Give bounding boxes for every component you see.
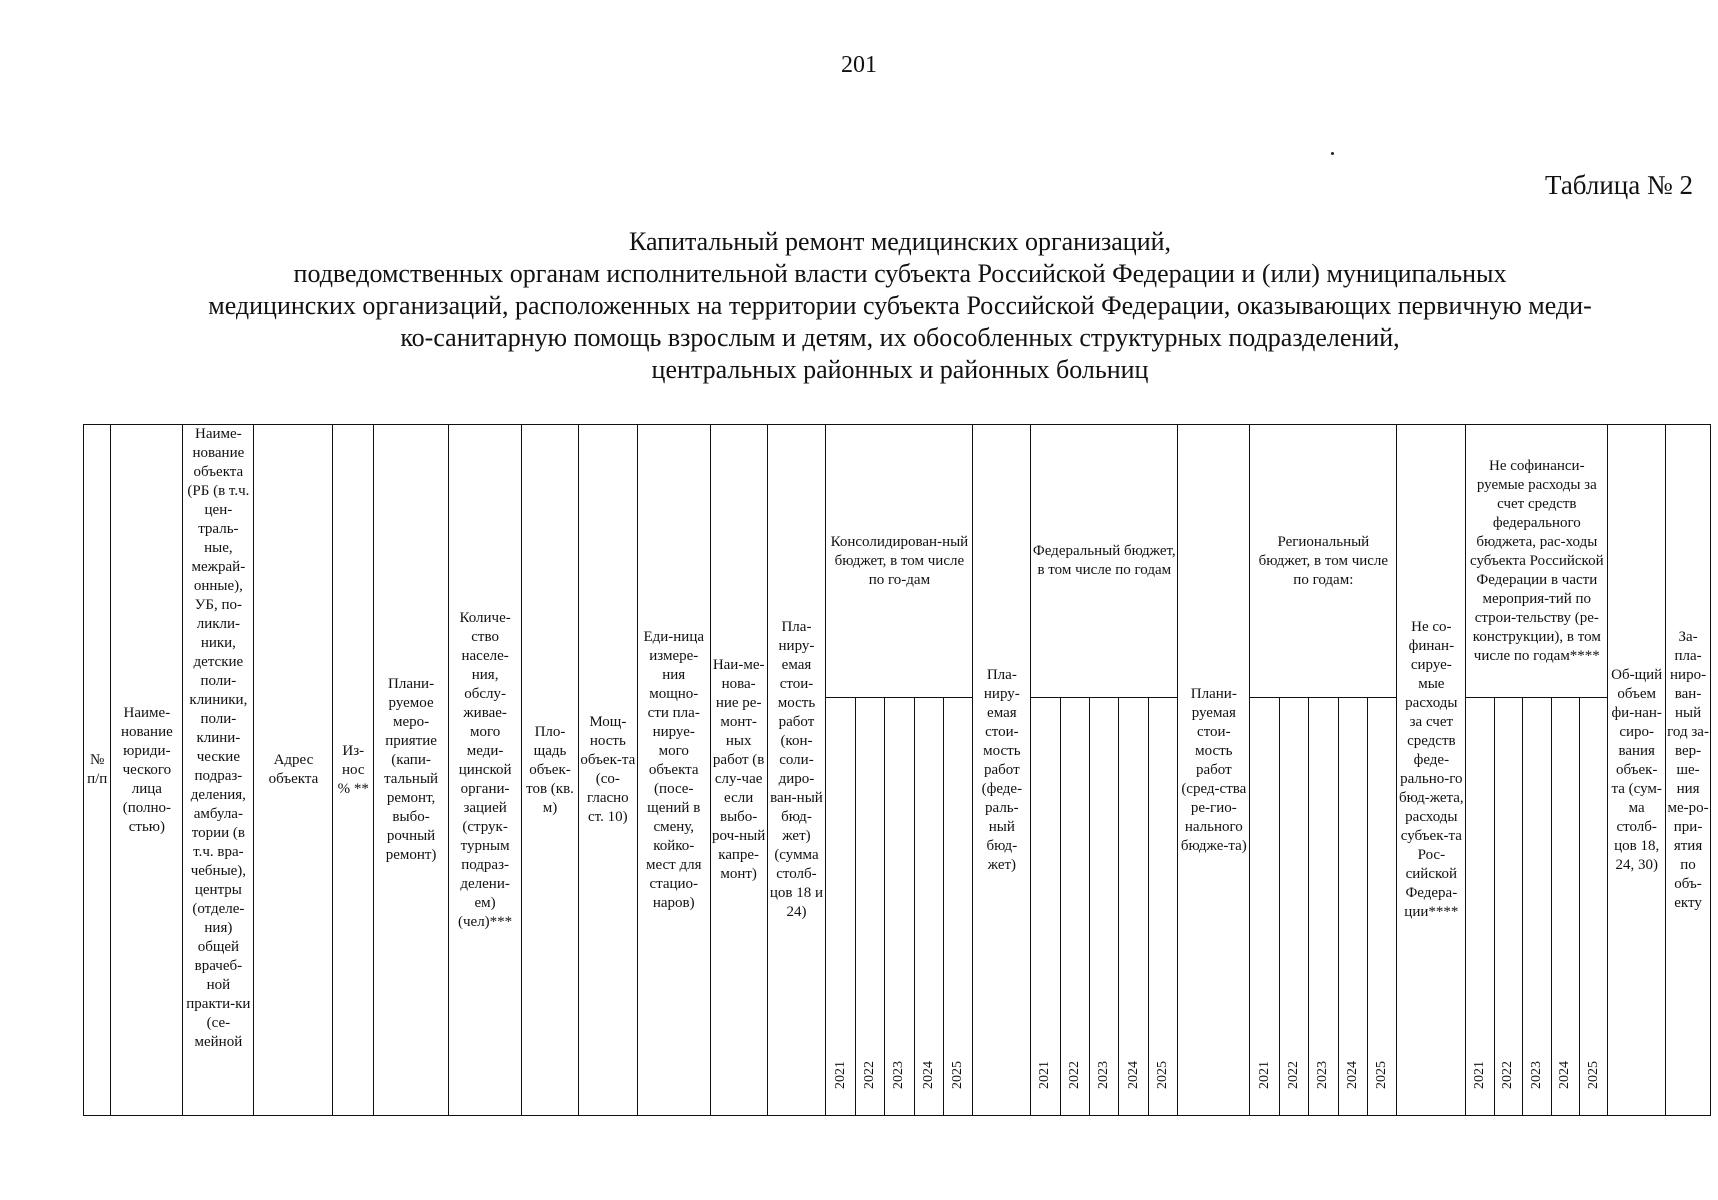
col-header-total-financing: Об-щий объем фи-нан-сиро-вания объек-та (сум-ма столб-цов 18, 24, 30) [1608,425,1666,1116]
title-line: центральных районных и районных больниц [651,355,1149,384]
col-header-planned-cost-consolidated: Пла-ниру-емая стои-мость работ (кон-соли-диро-ван-ный бюд-жет) (сумма столб-цов 18 и 24) [767,425,826,1116]
col-header-num: № п/п [84,425,111,1116]
col-header-area: Пло-щадь объек-тов (кв. м) [522,425,579,1116]
title-line: подведомственных органам исполнительной власти субъекта Российской Федерации и (или) муниципальных [293,259,1507,288]
col-header-wear: Из-нос % ** [333,425,374,1116]
year-header-consolidated: 2023 [885,698,914,1116]
year-header-consolidated: 2025 [944,698,973,1116]
title-line: ко-санитарную помощь взрослым и детям, их обособленных структурных подразделений, [400,323,1400,352]
year-header-not-cofinanced: 2023 [1523,698,1551,1116]
year-header-not-cofinanced: 2024 [1551,698,1579,1116]
year-header-not-cofinanced: 2022 [1494,698,1522,1116]
year-header-consolidated: 2022 [855,698,884,1116]
col-header-planned-event: Плани-руемое меро-приятие (капи-тальный ремонт, выбо-рочный ремонт) [374,425,449,1116]
year-header-not-cofinanced: 2021 [1466,698,1494,1116]
col-header-population: Количе-ство населе-ния, обслу-живае-мого меди-цинской органи-зацией (струк-турным подраз-делени-ем) (чел)*** [449,425,522,1116]
page-number: 201 [841,52,877,78]
year-header-consolidated: 2021 [826,698,855,1116]
year-header-federal: 2022 [1060,698,1089,1116]
col-header-works-name: Наи-ме-нова-ние ре-монт-ных работ (в слу-чае если выбо-роч-ный капре-монт) [710,425,767,1116]
year-header-regional: 2022 [1279,698,1308,1116]
title-line: медицинских организаций, расположенных на территории субъекта Российской Федерации, оказывающих первичную меди- [208,291,1592,320]
scan-dot [1331,152,1334,155]
col-header-regional-by-years: Региональный бюджет, в том числе по годам: [1250,425,1397,698]
year-header-regional: 2024 [1338,698,1367,1116]
col-header-not-cofinanced: Не со-финан-сируе-мые расходы за счет средств феде-рально-го бюд-жета, расходы субъек-та Рос-сийской Федера-ции**** [1397,425,1466,1116]
year-header-consolidated: 2024 [914,698,943,1116]
col-header-planned-cost-regional: Плани-руемая стои-мость работ (сред-ства ре-гио-нального бюдже-та) [1178,425,1250,1116]
year-header-federal: 2025 [1148,698,1177,1116]
col-header-consolidated-by-years: Консолидирован-ный бюджет, в том числе по го-дам [826,425,973,698]
year-header-regional: 2021 [1250,698,1279,1116]
year-header-federal: 2024 [1119,698,1148,1116]
col-header-object-name: Наиме-нование объекта (РБ (в т.ч. цен-траль-ные, межрай-онные), УБ, по-ликли-ники, детские поли-клиники, поли-клини-ческие подраз-деления, амбула-тории (в т.ч. вра-чебные), центры (отделе-ния) общей врачеб-ной практи-ки (се-мейной [183,425,254,1116]
year-header-regional: 2025 [1367,698,1396,1116]
col-header-not-cofinanced-by-years: Не софинанси-руемые расходы за счет средств федерального бюджета, рас-ходы субъекта Российской Федерации в части мероприя-тий по строи-тельству (ре-конструкции), в том числе по годам**** [1466,425,1608,698]
year-header-federal: 2021 [1031,698,1060,1116]
col-header-planned-cost-federal: Пла-ниру-емая стои-мость работ (феде-раль-ный бюд-жет) [973,425,1031,1116]
col-header-completion-year: За-пла-ниро-ван-ный год за-вер-ше-ния ме-ро-при-ятия по объ-екту [1666,425,1711,1116]
document-title [120,226,1680,386]
col-header-capacity-unit: Еди-ница измере-ния мощно-сти пла-нируе-мого объекта (посе-щений в смену, койко-мест для стацио-наров) [637,425,710,1116]
col-header-capacity: Мощ-ность объек-та (со-гласно ст. 10) [578,425,637,1116]
budget-table [83,424,1711,1116]
col-header-address: Адрес объекта [254,425,333,1116]
year-header-regional: 2023 [1309,698,1338,1116]
year-header-federal: 2023 [1090,698,1119,1116]
year-header-not-cofinanced: 2025 [1579,698,1607,1116]
table-label: Таблица № 2 [1545,170,1693,200]
col-header-federal-by-years: Федеральный бюджет, в том числе по годам [1031,425,1178,698]
title-line: Капитальный ремонт медицинских организаций, [628,227,1172,256]
col-header-legal-entity: Наиме-нование юриди-ческого лица (полно-стью) [111,425,183,1116]
